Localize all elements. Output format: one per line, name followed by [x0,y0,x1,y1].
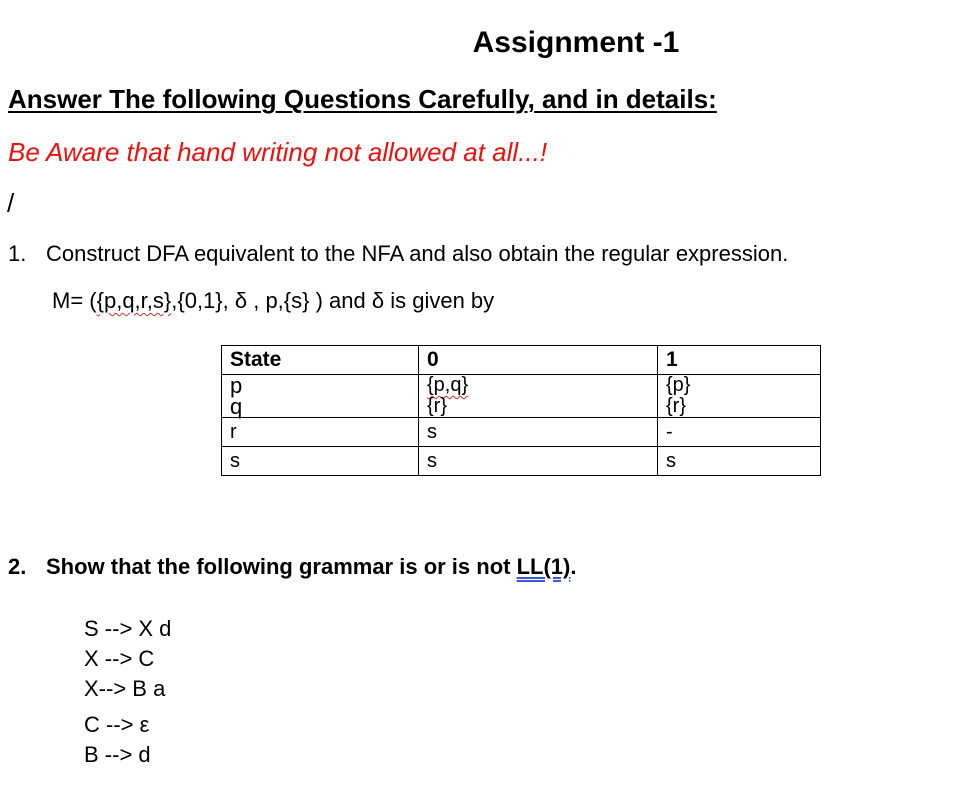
document-title: Assignment -1 [472,26,680,59]
question-1 [8,241,788,267]
question-1-text: Construct DFA equivalent to the NFA and also obtain the regular expression. [46,241,789,266]
production-rule: C --> ε [84,712,150,737]
transition-table-header-row [222,346,821,375]
question-2-end: . [570,554,577,579]
machine-states-set: {p,q,r,s} [96,288,172,313]
production-rule: S --> X d [84,616,172,641]
warning-note: Be Aware that hand writing not allowed at all...! [8,137,548,167]
instructions-heading: Answer The following Questions Carefully, and in details: [8,84,717,114]
machine-prefix: M= ( [52,288,97,313]
header-input-1: 1 [658,346,821,375]
transition-cell: {r} [419,396,658,418]
transition-cell: s [419,418,658,447]
transition-table [221,345,821,476]
production-rule: X--> B a [84,676,166,701]
transition-cell: {r} [658,396,821,418]
table-row [222,396,821,418]
transition-cell: s [658,447,821,476]
transition-cell [419,375,658,397]
header-input-0: 0 [419,346,658,375]
table-row [222,375,821,397]
transition-cell: s [419,447,658,476]
grammar-productions [84,614,171,770]
transition-cell: - [658,418,821,447]
state-cell: s [222,447,419,476]
table-row [222,447,821,476]
table-row [222,418,821,447]
machine-definition [52,288,494,314]
machine-definition-rest: ,{0,1}, δ , p,{s} ) and δ is given by [171,288,495,313]
state-cell: q [222,396,419,418]
ll1-term: LL(1) [516,554,571,579]
question-2 [8,554,576,580]
question-2-text: Show that the following grammar is or is not [46,554,517,579]
header-state: State [222,346,419,375]
transition-value: {p,q} [427,374,469,396]
question-2-number: 2. [8,554,27,579]
stray-slash-mark: / [7,188,15,218]
question-1-number: 1. [8,241,27,266]
state-cell: p [222,375,419,397]
transition-cell: {p} [658,375,821,397]
production-rule: B --> d [84,742,151,767]
state-cell: r [222,418,419,447]
production-rule: X --> C [84,646,155,671]
